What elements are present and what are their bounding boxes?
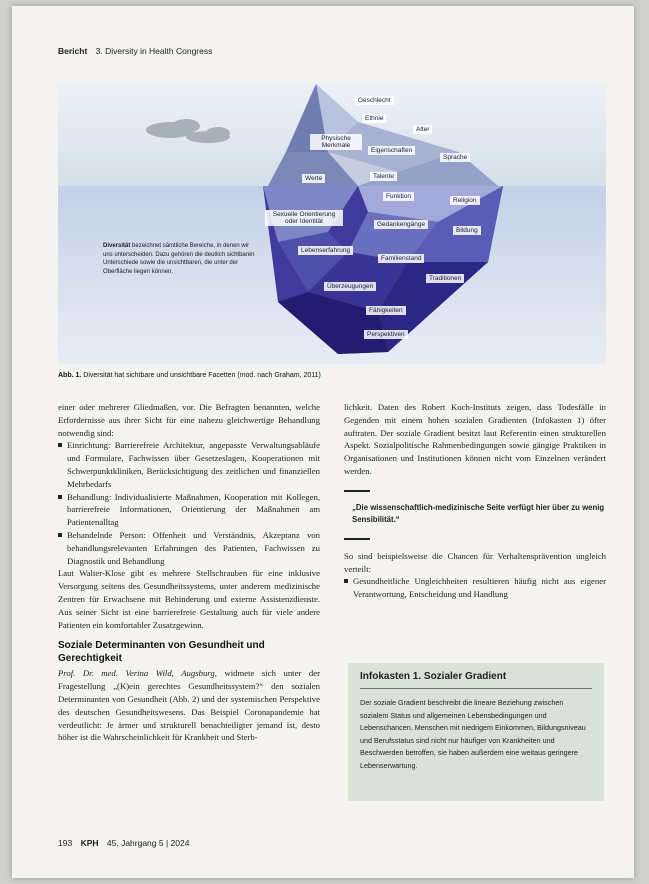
label-physische-merkmale: Physische Merkmale [310,134,362,150]
label-bildung: Bildung [453,226,481,235]
document-page [12,6,634,878]
right-column [344,401,606,601]
label-faehigkeiten: Fähigkeiten [366,306,406,315]
label-werte: Werte [302,174,325,183]
label-perspektiven: Perspektiven [364,330,408,339]
requirements-list [58,439,320,567]
figure-description-bold: Diversität [103,243,131,249]
label-ethnie: Ethnie [362,114,386,123]
label-familienstand: Familienstand [378,254,424,263]
label-lebenserfahrung: Lebenserfahrung [298,246,353,255]
author-name: Prof. Dr. med. Verina Wild, Augsburg, [58,668,217,679]
label-eigenschaften: Eigenschaften [368,146,415,155]
label-ueberzeugungen: Überzeugungen [324,282,376,291]
left-paragraph-3-text: widmete sich unter der Fragestellung „(K)ein gerechtes Gesundheitssystem?“ den sozialen Determinanten von Gesundheit (Abb. 2) und der systemischen Perspektive des deutschen Gesundheitswesens. Das Beispiel Coronapandemie hat verdeutlicht: Je ärmer und strukturell benachteiligter jemand ist, desto höher ist die Wahrscheinlichkeit für Krankheit und Sterb- [58,668,320,743]
list-item: Einrichtung: Barrierefreie Architektur, angepasste Verwaltungsabläufe und Formulare, Fachwissen über Gesetzeslagen, Kooperationen mit Schwerpunktkliniken, Berücksichtigung des zeitlichen und finanziellen Mehrbedarfs [58,439,320,490]
caption-text: Diversität hat sichtbare und unsichtbare Facetten (mod. nach Graham, 2011) [81,372,321,379]
label-sprache: Sprache [440,153,470,162]
page-number: 193 [58,838,73,848]
header-title: 3. Diversity in Health Congress [95,46,213,56]
label-gedankengaenge: Gedankengänge [374,220,428,229]
figure-caption [58,372,606,379]
figure-description-text: bezeichnet sämtliche Bereiche, in denen wir uns unterscheiden. Dazu gehören die deutlich sichtbaren Unterschiede sowie die unsichtbaren, die unter der Oberfläche liegen können. [103,243,255,276]
left-paragraph-3 [58,667,320,744]
figure-description [103,242,258,277]
journal-name: KPH [80,838,99,848]
caption-label: Abb. 1. [58,372,82,379]
page-footer [58,838,189,848]
section-heading: Soziale Determinanten von Gesundheit und Gerechtigkeit [58,640,265,665]
left-column [58,401,320,744]
left-paragraph-2: Laut Walter-Klose gibt es mehrere Stellschrauben für eine inklusive Versorgung seitens des Gesundheitssystems, unter anderem medizinische Zentren für Erwachsene mit Behinderung und externe Assistenzdienste. Aus seiner Sicht ist eine barrierefreie Gestaltung auch für viele andere Patienten ein komfortabler Zusatzgewinn. [58,568,320,630]
label-sexuelle-orientierung: Sexuelle Orientierung oder Identität [265,210,343,226]
label-geschlecht: Geschlecht [355,96,394,105]
left-intro: einer oder mehrerer Gliedmaßen, vor. Die Befragten benannten, welche Erfordernisse aus ihrer Sicht für eine nahezu gleichwertige Behandlung notwendig sind: [58,402,320,438]
list-item: Gesundheitliche Ungleichheiten resultieren häufig nicht aus eigener Verantwortung, Entscheidung und Handlung [344,575,606,601]
iceberg-figure [58,82,606,364]
label-traditionen: Traditionen [426,274,464,283]
infobox-social-gradient [348,663,604,801]
right-list [344,575,606,601]
right-paragraph-1: lichkeit. Daten des Robert Koch-Instituts zeigen, dass Todesfälle in Gegenden mit einem hohen sozialen Gradienten (Infokasten 1) öfter auftraten. Der soziale Gradient besitzt laut Referentin einen strukturellen Aspekt. Sozialpolitische Rahmenbedingungen sowie gängige Praktiken in Organisationen und Institutionen können nicht vom Einzelnen verändert werden. [344,402,606,476]
label-talente: Talente [370,172,397,181]
right-paragraph-2: So sind beispielsweise die Chancen für Verhaltensprävention ungleich verteilt: [344,550,606,574]
page-header [58,46,212,56]
infobox-body: Der soziale Gradient beschreibt die lineare Beziehung zwischen sozialem Status und allgemeinen Lebensbedingungen und Lebenschancen. Menschen mit niedrigem Einkommen, Bildungsniveau und Berufsstatus sind nicht nur häufiger von Krankheiten und Beschwerden betroffen, sie haben außerdem eine weitaus geringere Lebenserwartung. [360,698,586,770]
label-funktion: Funktion [383,192,414,201]
list-item: Behandlung: Individualisierte Maßnahmen, Kooperation mit Kollegen, barrierefreie Informationen, Orientierung der Maßnahmen am Patientenalltag [58,491,320,529]
infobox-title: Infokasten 1. Sozialer Gradient [360,671,592,689]
label-alter: Alter [413,125,432,134]
label-religion: Religion [450,196,480,205]
pull-quote: „Die wissenschaftlich-medizinische Seite verfügt hier über zu wenig Sensibilität.“ [352,502,605,524]
journal-issue: 45. Jahrgang 5 | 2024 [106,838,190,848]
header-section: Bericht [58,46,88,56]
quote-rule-top [344,490,370,492]
quote-rule-bottom [344,538,370,540]
list-item: Behandelnde Person: Offenheit und Verständnis, Akzeptanz von behandlungsrelevanten Erfahrungen des Patienten, Fachwissen zu Diagnostik und Behandlung [58,529,320,567]
